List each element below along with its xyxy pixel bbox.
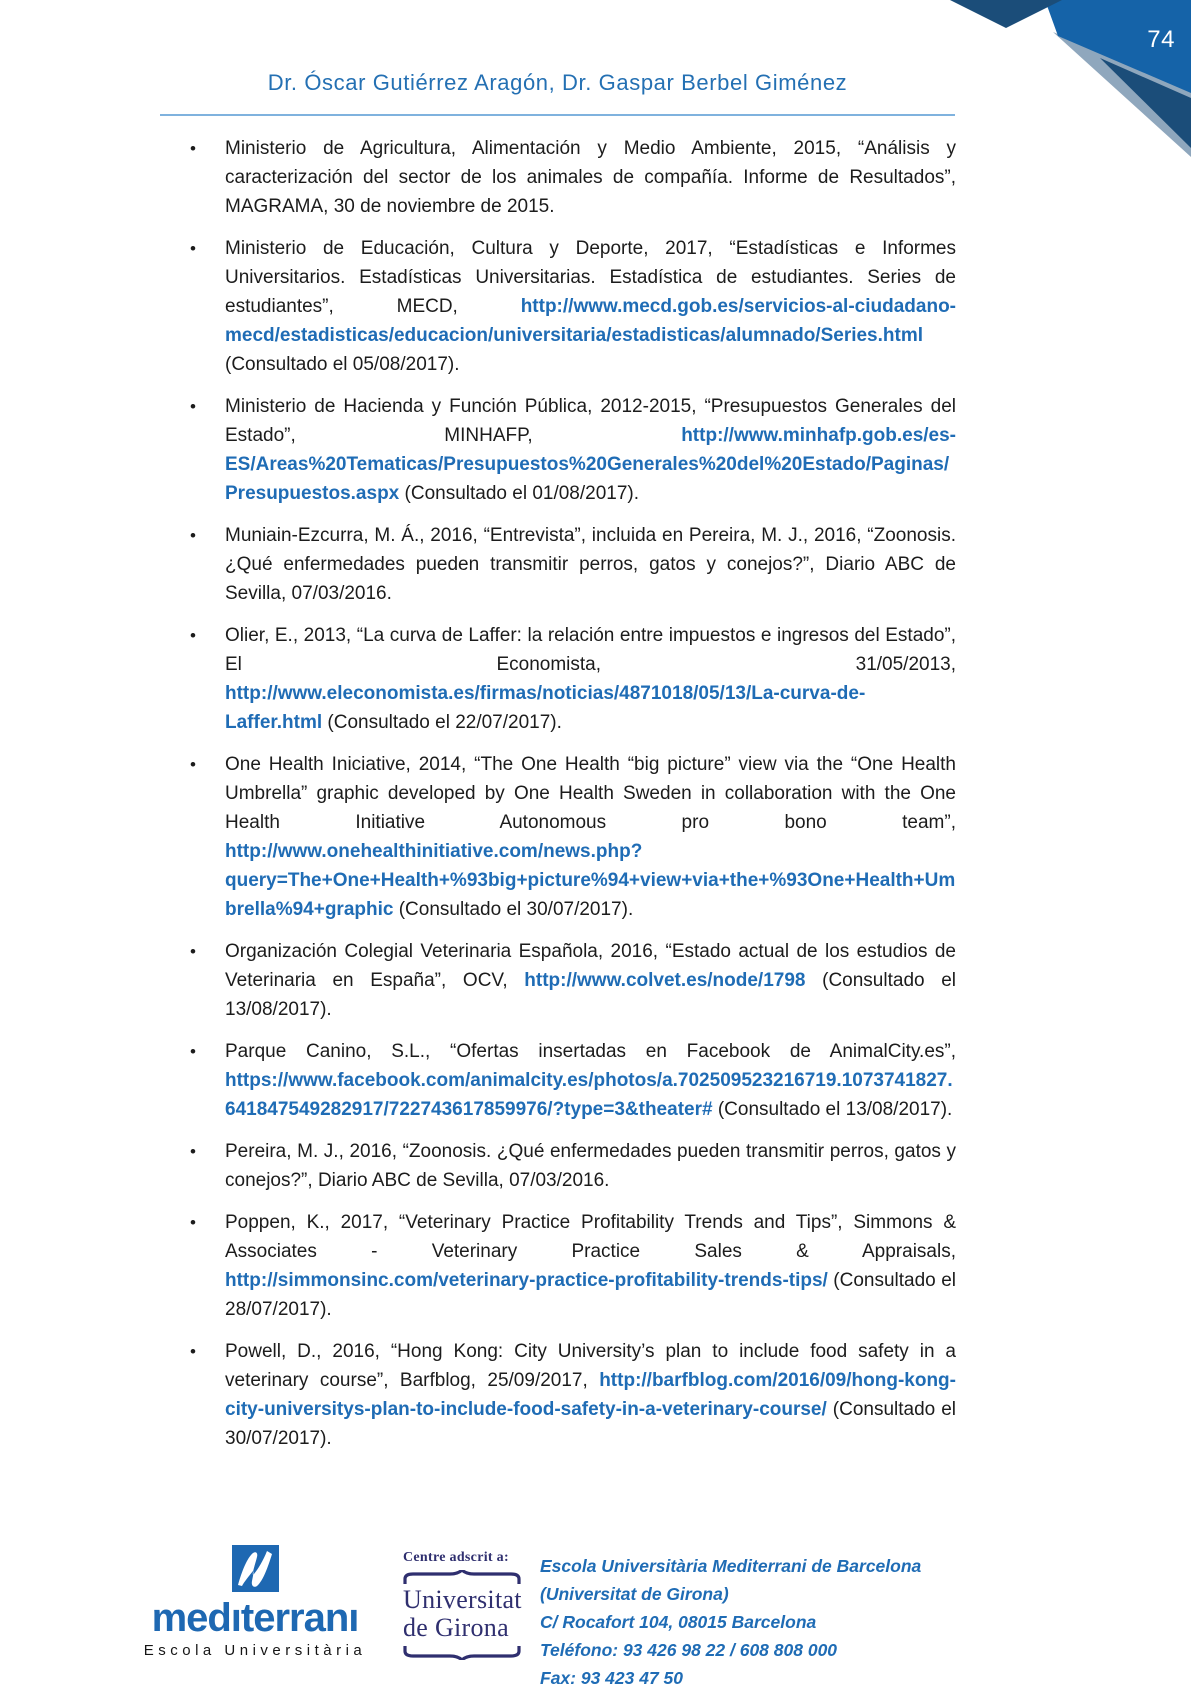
reference-item [190, 1337, 956, 1453]
reference-segment: Muniain-Ezcurra, M. Á., 2016, “Entrevista”, incluida en Pereira, M. J., 2016, “Zoonosis. ¿Qué enfermedades pueden transmitir perros, gatos y conejos?”, Diario ABC de Sevilla, 07/03/2016. [225, 525, 956, 604]
reference-segment: (Consultado el 22/07/2017). [322, 712, 562, 733]
reference-segment: (Consultado el 13/08/2017). [225, 970, 956, 1020]
reference-segment: (Consultado el 01/08/2017). [399, 483, 640, 504]
reference-segment: Powell, D., 2016, “Hong Kong: City University’s plan to include food safety in a veterinary course”, Barfblog, 25/09/2017, [225, 1341, 956, 1391]
reference-item [190, 1208, 956, 1324]
reference-item [190, 521, 956, 608]
bullet-icon: • [190, 1213, 196, 1232]
bullet-icon: • [190, 239, 196, 258]
reference-link[interactable]: http://www.onehealthinitiative.com/news.php?query=The+One+Health+%93big+picture%94+view+via+the+%93One+Health+Umbrella%94+graphic [225, 841, 956, 920]
udg-logo [403, 1550, 543, 1662]
reference-item [190, 1137, 956, 1195]
mediterrani-logo [138, 1545, 372, 1659]
corner-triangles-decoration [950, 0, 1191, 160]
reference-item [190, 234, 956, 379]
reference-segment: (Consultado el 28/07/2017). [225, 1270, 956, 1320]
reference-segment: Poppen, K., 2017, “Veterinary Practice Profitability Trends and Tips”, Simmons & Associates - Veterinary Practice Sales & Appraisals, [225, 1212, 956, 1262]
page-title: Dr. Óscar Gutiérrez Aragón, Dr. Gaspar Berbel Giménez [267, 70, 848, 95]
footer-fax-line: Fax: 93 423 47 50 [540, 1668, 684, 1684]
reference-text [225, 234, 956, 379]
reference-segment: Pereira, M. J., 2016, “Zoonosis. ¿Qué enfermedades pueden transmitir perros, gatos y conejos?”, Diario ABC de Sevilla, 07/03/2016. [225, 1141, 956, 1191]
reference-link[interactable]: http://simmonsinc.com/veterinary-practice-profitability-trends-tips/ [225, 1270, 828, 1291]
reference-link[interactable]: http://www.colvet.es/node/1798 [524, 970, 806, 991]
reference-segment: (Consultado el 13/08/2017). [712, 1099, 953, 1120]
reference-text [225, 750, 956, 924]
bullet-icon: • [190, 1142, 196, 1161]
reference-segment: (Consultado el 05/08/2017). [225, 354, 460, 375]
bullet-icon: • [190, 1342, 196, 1361]
reference-item [190, 621, 956, 737]
mediterrani-wordmark: medıterranı [151, 1596, 359, 1640]
bullet-icon: • [190, 397, 196, 416]
reference-segment: (Consultado el 30/07/2017). [225, 1399, 956, 1449]
brace-down-icon [403, 1646, 521, 1660]
reference-item [190, 392, 956, 508]
references-list [190, 134, 956, 1466]
bullet-icon: • [190, 526, 196, 545]
reference-segment: (Consultado el 30/07/2017). [393, 899, 634, 920]
reference-item [190, 1037, 956, 1124]
brace-up-icon [403, 1570, 521, 1584]
mediterrani-logo-icon [232, 1545, 279, 1592]
reference-text [225, 134, 956, 221]
reference-segment: Olier, E., 2013, “La curva de Laffer: la relación entre impuestos e ingresos del Estado”, El Economista, 31/05/2013, [225, 625, 956, 675]
udg-name-line2: de Girona [403, 1613, 509, 1642]
reference-text [225, 937, 956, 1024]
page-header [160, 70, 955, 96]
bullet-icon: • [190, 626, 196, 645]
reference-text [225, 521, 956, 608]
bullet-icon: • [190, 942, 196, 961]
reference-segment: Organización Colegial Veterinaria Española, 2016, “Estado actual de los estudios de Veterinaria en España”, OCV, [225, 941, 956, 991]
footer-address-line: C/ Rocafort 104, 08015 Barcelona [540, 1612, 817, 1632]
reference-segment: Ministerio de Agricultura, Alimentación y Medio Ambiente, 2015, “Análisis y caracterización del sector de los animales de compañía. Informe de Resultados”, MAGRAMA, 30 de noviembre de 2015. [225, 138, 956, 217]
reference-link[interactable]: https://www.facebook.com/animalcity.es/photos/a.702509523216719.1073741827.641847549282917/722743617859976/?type=3&theater# [225, 1070, 953, 1120]
reference-text [225, 1037, 956, 1124]
udg-adscrit-label: Centre adscrit a: [403, 1550, 509, 1565]
mediterrani-subtitle: Escola Universitària [143, 1642, 367, 1659]
reference-link[interactable]: http://www.eleconomista.es/firmas/noticias/4871018/05/13/La-curva-de-Laffer.html [225, 683, 866, 733]
reference-segment: Parque Canino, S.L., “Ofertas insertadas en Facebook de AnimalCity.es”, [225, 1041, 956, 1062]
reference-text [225, 621, 956, 737]
reference-link[interactable]: http://www.minhafp.gob.es/es-ES/Areas%20Tematicas/Presupuestos%20Generales%20del%20Estado/Paginas/Presupuestos.aspx [225, 425, 956, 504]
reference-item [190, 134, 956, 221]
reference-item [190, 750, 956, 924]
reference-link[interactable]: http://www.mecd.gob.es/servicios-al-ciudadano-mecd/estadisticas/educacion/universitaria/estadisticas/alumnado/Series.html [225, 296, 956, 346]
footer-school-line: Escola Universitària Mediterrani de Barcelona (Universitat de Girona) [540, 1556, 922, 1604]
reference-segment: Ministerio de Educación, Cultura y Deporte, 2017, “Estadísticas e Informes Universitarios. Estadísticas Universitarias. Estadística de estudiantes. Series de estudiantes”, MECD, [225, 238, 956, 317]
reference-text [225, 1337, 956, 1453]
page-number: 74 [1147, 26, 1175, 53]
reference-text [225, 1137, 956, 1195]
udg-name-line1: Universitat [403, 1585, 522, 1614]
bullet-icon: • [190, 139, 196, 158]
bullet-icon: • [190, 1042, 196, 1061]
reference-segment: Ministerio de Hacienda y Función Pública, 2012-2015, “Presupuestos Generales del Estado”, MINHAFP, [225, 396, 956, 446]
reference-segment: One Health Iniciative, 2014, “The One Health “big picture” view via the “One Health Umbrella” graphic developed by One Health Sweden in collaboration with the One Health Initiative Autonomous pro bono team”, [225, 754, 956, 833]
header-divider [160, 114, 955, 116]
reference-link[interactable]: http://barfblog.com/2016/09/hong-kong-city-universitys-plan-to-include-food-safety-in-a-veterinary-course/ [225, 1370, 956, 1420]
footer-phone-line: Teléfono: 93 426 98 22 / 608 808 000 [540, 1640, 838, 1660]
reference-item [190, 937, 956, 1024]
reference-text [225, 392, 956, 508]
bullet-icon: • [190, 755, 196, 774]
reference-text [225, 1208, 956, 1324]
footer-contact-block [540, 1552, 1010, 1684]
